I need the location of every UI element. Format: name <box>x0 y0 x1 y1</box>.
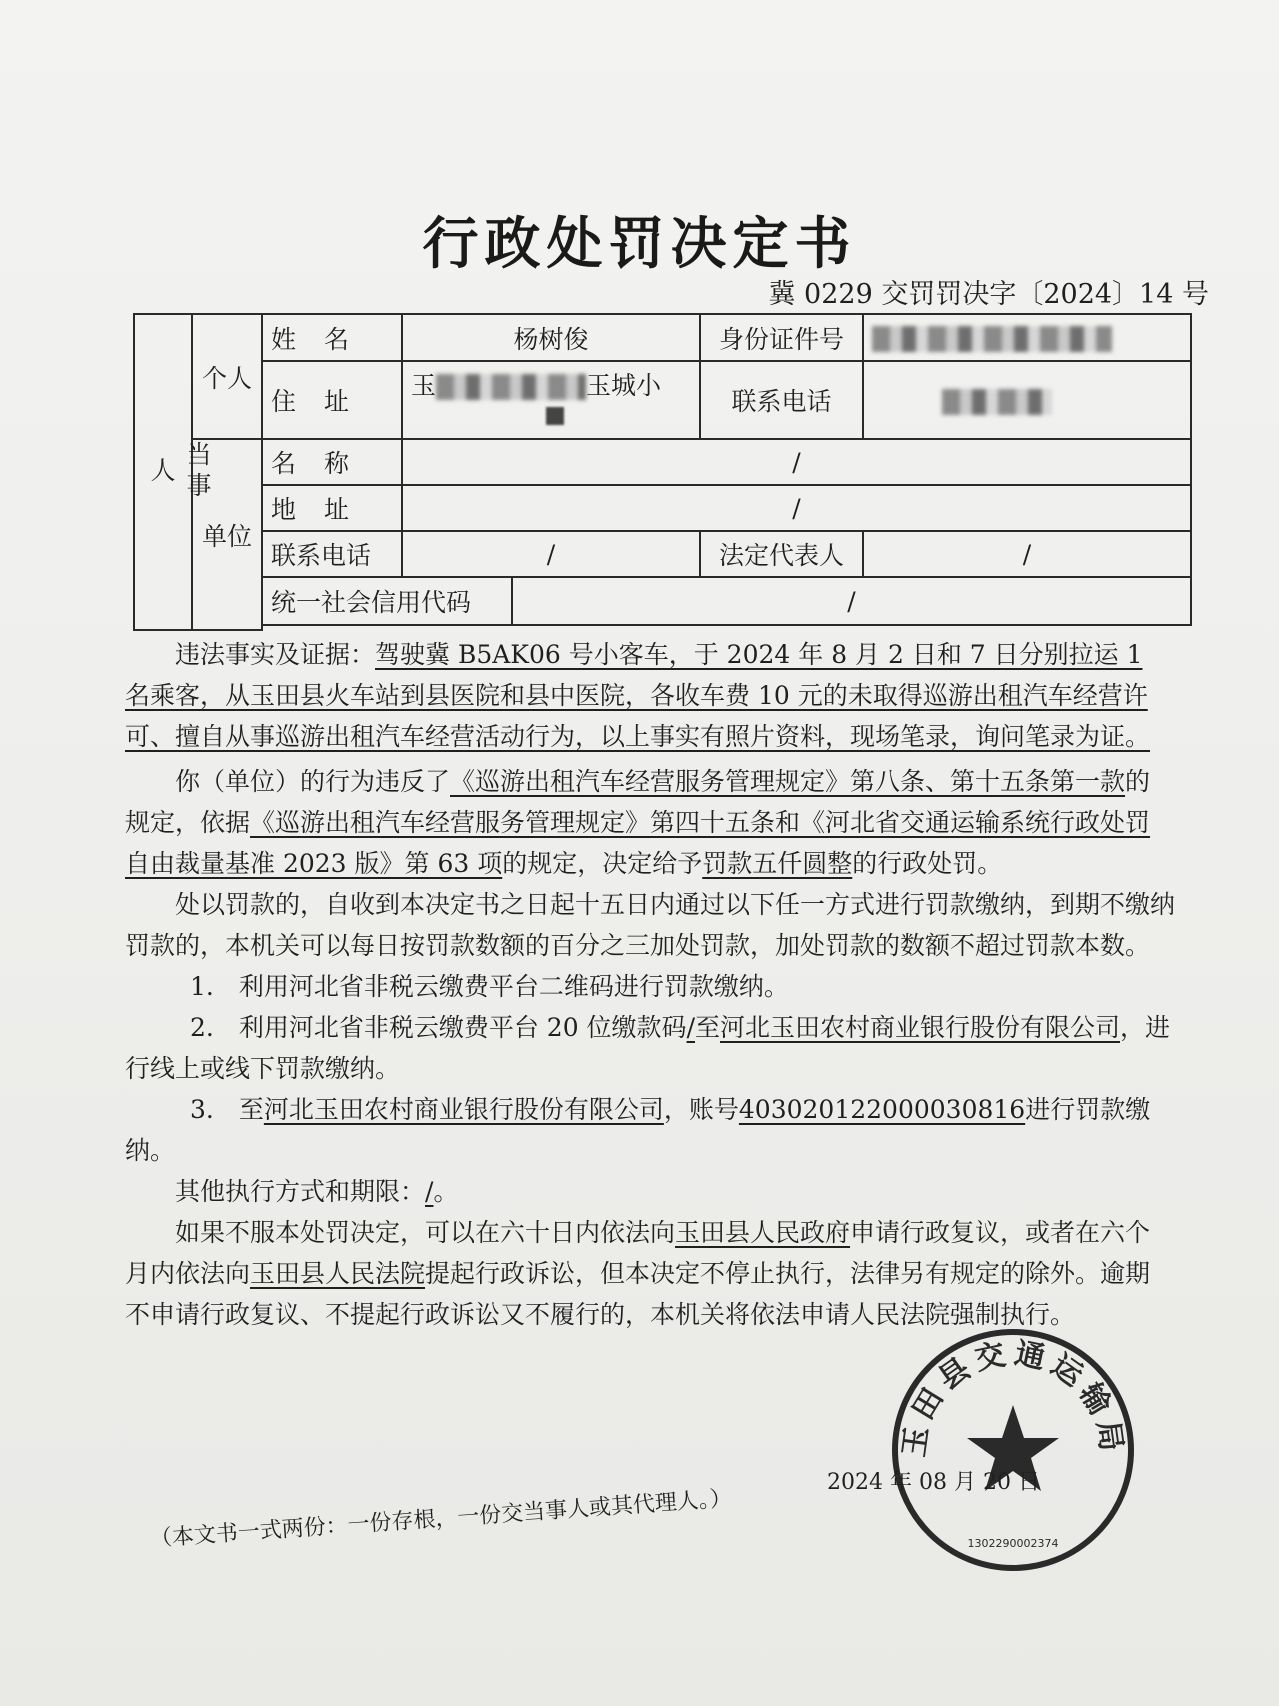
party-info-table <box>133 313 1192 631</box>
unit-label: 单位 <box>192 439 262 630</box>
individual-label: 个人 <box>192 314 262 439</box>
other-value: / <box>425 1177 434 1206</box>
violation-text-2: 的规定，依据 <box>125 767 1151 837</box>
payment-method-1: 1. 利用河北省非税云缴费平台二维码进行罚款缴纳。 <box>190 972 789 1001</box>
id-value-redacted <box>863 314 1191 361</box>
name-value: 杨树俊 <box>402 314 700 361</box>
party-label-cell: 当事人 <box>134 314 192 630</box>
bank-account-number: 403020122000030816 <box>738 1095 1026 1124</box>
phone-label: 联系电话 <box>700 361 863 439</box>
legal-rep-value: / <box>863 531 1191 577</box>
unit-name-label: 名称 <box>262 439 402 485</box>
footer-note: （本文书一式两份：一份存根，一份交当事人或其代理人。） <box>149 1486 733 1552</box>
review-authority: 玉田县人民政府 <box>675 1218 851 1247</box>
unit-address-label: 地址 <box>262 485 402 531</box>
seal-code: 1302290002374 <box>967 1537 1059 1550</box>
payment-method-3 <box>125 1089 1175 1171</box>
violation-text-3: 的规定，决定给予 <box>502 849 703 878</box>
document-title: 行政处罚决定书 <box>422 212 857 277</box>
method-3-text-2: ，账号 <box>663 1095 739 1124</box>
unit-name-value: / <box>402 439 1191 485</box>
official-seal <box>888 1325 1138 1575</box>
appeal-text-3: 提起行政诉讼，但本决定不停止执行，法律另有规定的除外。逾期不申请行政复议、不提起行政诉讼又不履行的，本机关将依法申请人民法院强制执行。 <box>125 1259 1151 1329</box>
method-3-text-1: 3. 至 <box>190 1095 264 1124</box>
appeal-text-2: 申请行政复议，或者在六个月内依法向 <box>125 1218 1151 1288</box>
other-end: 。 <box>433 1177 459 1206</box>
penalty-basis: 《巡游出租汽车经营服务管理规定》第四十五条和《河北省交通运输系统行政处罚自由裁量基准 2023 版》第 63 项 <box>125 808 1151 878</box>
address-value: 玉 玉城小 <box>402 361 700 439</box>
payment-code: / <box>686 1013 695 1042</box>
payment-method-2 <box>125 1007 1175 1089</box>
id-label: 身份证件号 <box>700 314 863 361</box>
unit-phone-value: / <box>402 531 700 577</box>
method-3-text-3: 进行罚款缴纳。 <box>125 1095 1151 1165</box>
unit-address-value: / <box>402 485 1191 531</box>
credit-code-label: 统一社会信用代码 <box>262 577 512 625</box>
method-2-text-1: 2. 利用河北省非税云缴费平台 20 位缴款码 <box>190 1013 687 1042</box>
litigation-court: 玉田县人民法院 <box>250 1259 426 1288</box>
method-2-text-3: ，进行线上或线下罚款缴纳。 <box>125 1013 1171 1083</box>
facts-paragraph <box>125 634 1175 757</box>
credit-code-value: / <box>512 577 1191 625</box>
violation-paragraph <box>125 761 1175 884</box>
appeal-text-1: 如果不服本处罚决定，可以在六十日内依法向 <box>175 1218 676 1247</box>
violated-rule: 《巡游出租汽车经营服务管理规定》第八条、第十五条第一款 <box>450 767 1126 796</box>
penalty-amount: 罚款五仟圆整 <box>702 849 853 878</box>
unit-phone-label: 联系电话 <box>262 531 402 577</box>
method-3-bank: 河北玉田农村商业银行股份有限公司 <box>263 1095 664 1124</box>
violation-text-1: 你（单位）的行为违反了 <box>175 767 451 796</box>
phone-value-redacted <box>863 361 1191 439</box>
name-label: 姓名 <box>262 314 402 361</box>
appeal-paragraph <box>125 1212 1175 1335</box>
payment-intro: 处以罚款的，自收到本决定书之日起十五日内通过以下任一方式进行罚款缴纳，到期不缴纳罚款的，本机关可以每日按罚款数额的百分之三加处罚款，加处罚款的数额不超过罚款本数。 <box>125 890 1176 960</box>
document-body <box>125 634 1175 1335</box>
other-execution <box>125 1171 1175 1212</box>
issue-date: 2024 年 08 月 20 日 <box>827 1470 1040 1495</box>
other-label: 其他执行方式和期限： <box>175 1177 426 1206</box>
address-label: 住址 <box>262 361 402 439</box>
facts-label: 违法事实及证据： <box>175 640 376 669</box>
seal-text: 玉田县交通运输局 <box>896 1335 1130 1460</box>
legal-rep-label: 法定代表人 <box>700 531 863 577</box>
method-2-text-2: 至 <box>695 1013 721 1042</box>
violation-text-4: 的行政处罚。 <box>852 849 1003 878</box>
document-number: 冀 0229 交罚罚决字〔2024〕14 号 <box>768 279 1209 310</box>
facts-text: 驾驶冀 B5AK06 号小客车，于 2024 年 8 月 2 日和 7 日分别拉运 1 名乘客，从玉田县火车站到县医院和县中医院，各收车费 10 元的未取得巡游出租汽车经营许可、擅自从事巡游出租汽车经营活动行为，以上事实有照片资料，现场笔录，询问笔录为证。 <box>125 640 1151 751</box>
method-2-bank: 河北玉田农村商业银行股份有限公司 <box>720 1013 1121 1042</box>
